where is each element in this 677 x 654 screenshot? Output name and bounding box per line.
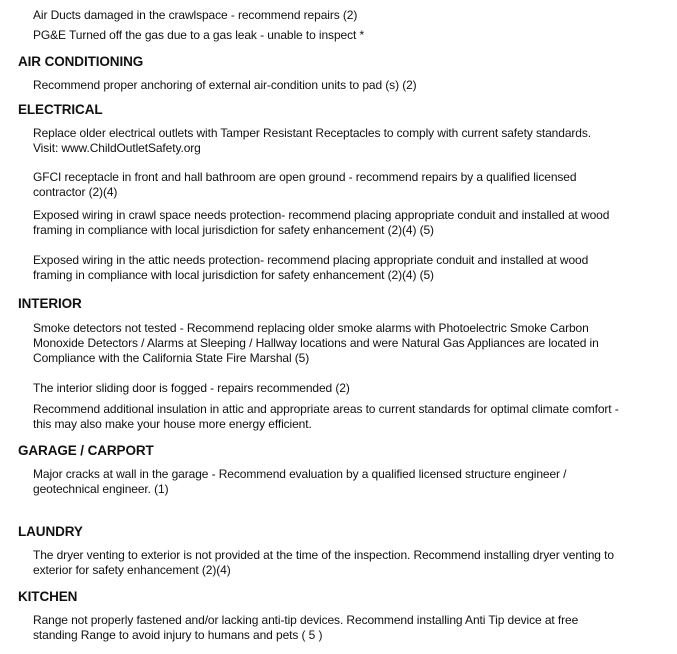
section-heading-air-conditioning: AIR CONDITIONING	[18, 54, 144, 69]
item-line: PG&E Turned off the gas due to a gas leak - unable to inspect *	[33, 28, 365, 42]
section-heading-garage-carport: GARAGE / CARPORT	[18, 443, 154, 458]
kitchen-item-range-anti-tip	[33, 613, 663, 643]
section-heading-interior: INTERIOR	[18, 296, 82, 311]
item-line: The dryer venting to exterior is not provided at the time of the inspection. Recommend installing dryer venting to	[33, 548, 614, 562]
section-heading-laundry: LAUNDRY	[18, 524, 83, 539]
item-line: geotechnical engineer. (1)	[33, 482, 169, 496]
electrical-item-attic-wiring	[33, 253, 663, 283]
item-line: this may also make your house more energy efficient.	[33, 417, 312, 431]
item-line: framing in compliance with local jurisdiction for safety enhancement (2)(4) (5)	[33, 268, 434, 282]
item-line: GFCI receptacle in front and hall bathroom are open ground - recommend repairs by a qualified licensed	[33, 170, 577, 184]
intro-item-gas-shutoff	[33, 28, 663, 43]
item-line: Exposed wiring in the attic needs protection- recommend placing appropriate conduit and installed at wood	[33, 253, 589, 267]
laundry-item-dryer-venting	[33, 548, 663, 578]
section-heading-electrical: ELECTRICAL	[18, 102, 103, 117]
item-line: Compliance with the California State Fire Marshal (5)	[33, 351, 310, 365]
item-line: framing in compliance with local jurisdiction for safety enhancement (2)(4) (5)	[33, 223, 434, 237]
item-line: Recommend additional insulation in attic and appropriate areas to current standards for optimal climate comfort -	[33, 402, 619, 416]
item-line: Exposed wiring in crawl space needs protection- recommend placing appropriate conduit and installed at wood	[33, 208, 610, 222]
item-line: standing Range to avoid injury to humans and pets ( 5 )	[33, 628, 323, 642]
electrical-item-tamper-resistant	[33, 126, 663, 156]
item-line: contractor (2)(4)	[33, 185, 118, 199]
section-heading-kitchen: KITCHEN	[18, 589, 78, 604]
item-line-visit-link: Visit: www.ChildOutletSafety.org	[33, 141, 201, 155]
electrical-item-gfci	[33, 170, 663, 200]
interior-item-sliding-door	[33, 381, 663, 396]
item-line: Recommend proper anchoring of external air-condition units to pad (s) (2)	[33, 78, 417, 92]
item-line: Major cracks at wall in the garage - Recommend evaluation by a qualified licensed structure engineer /	[33, 467, 567, 481]
item-line: The interior sliding door is fogged - repairs recommended (2)	[33, 381, 350, 395]
electrical-item-crawlspace-wiring	[33, 208, 663, 238]
item-line: Replace older electrical outlets with Tamper Resistant Receptacles to comply with current safety standards.	[33, 126, 592, 140]
intro-item-air-ducts	[33, 8, 663, 23]
item-line: Smoke detectors not tested - Recommend replacing older smoke alarms with Photoelectric Smoke Carbon	[33, 321, 589, 335]
garage-item-wall-cracks	[33, 467, 663, 497]
ac-item-anchoring	[33, 78, 663, 93]
item-line: Range not properly fastened and/or lacking anti-tip devices. Recommend installing Anti Tip device at free	[33, 613, 579, 627]
item-line: Monoxide Detectors / Alarms at Sleeping / Hallway locations and were Natural Gas Appliances are located in	[33, 336, 599, 350]
interior-item-smoke-detectors	[33, 321, 663, 366]
item-line: Air Ducts damaged in the crawlspace - recommend repairs (2)	[33, 8, 358, 22]
item-line: exterior for safety enhancement (2)(4)	[33, 563, 231, 577]
interior-item-insulation	[33, 402, 663, 432]
